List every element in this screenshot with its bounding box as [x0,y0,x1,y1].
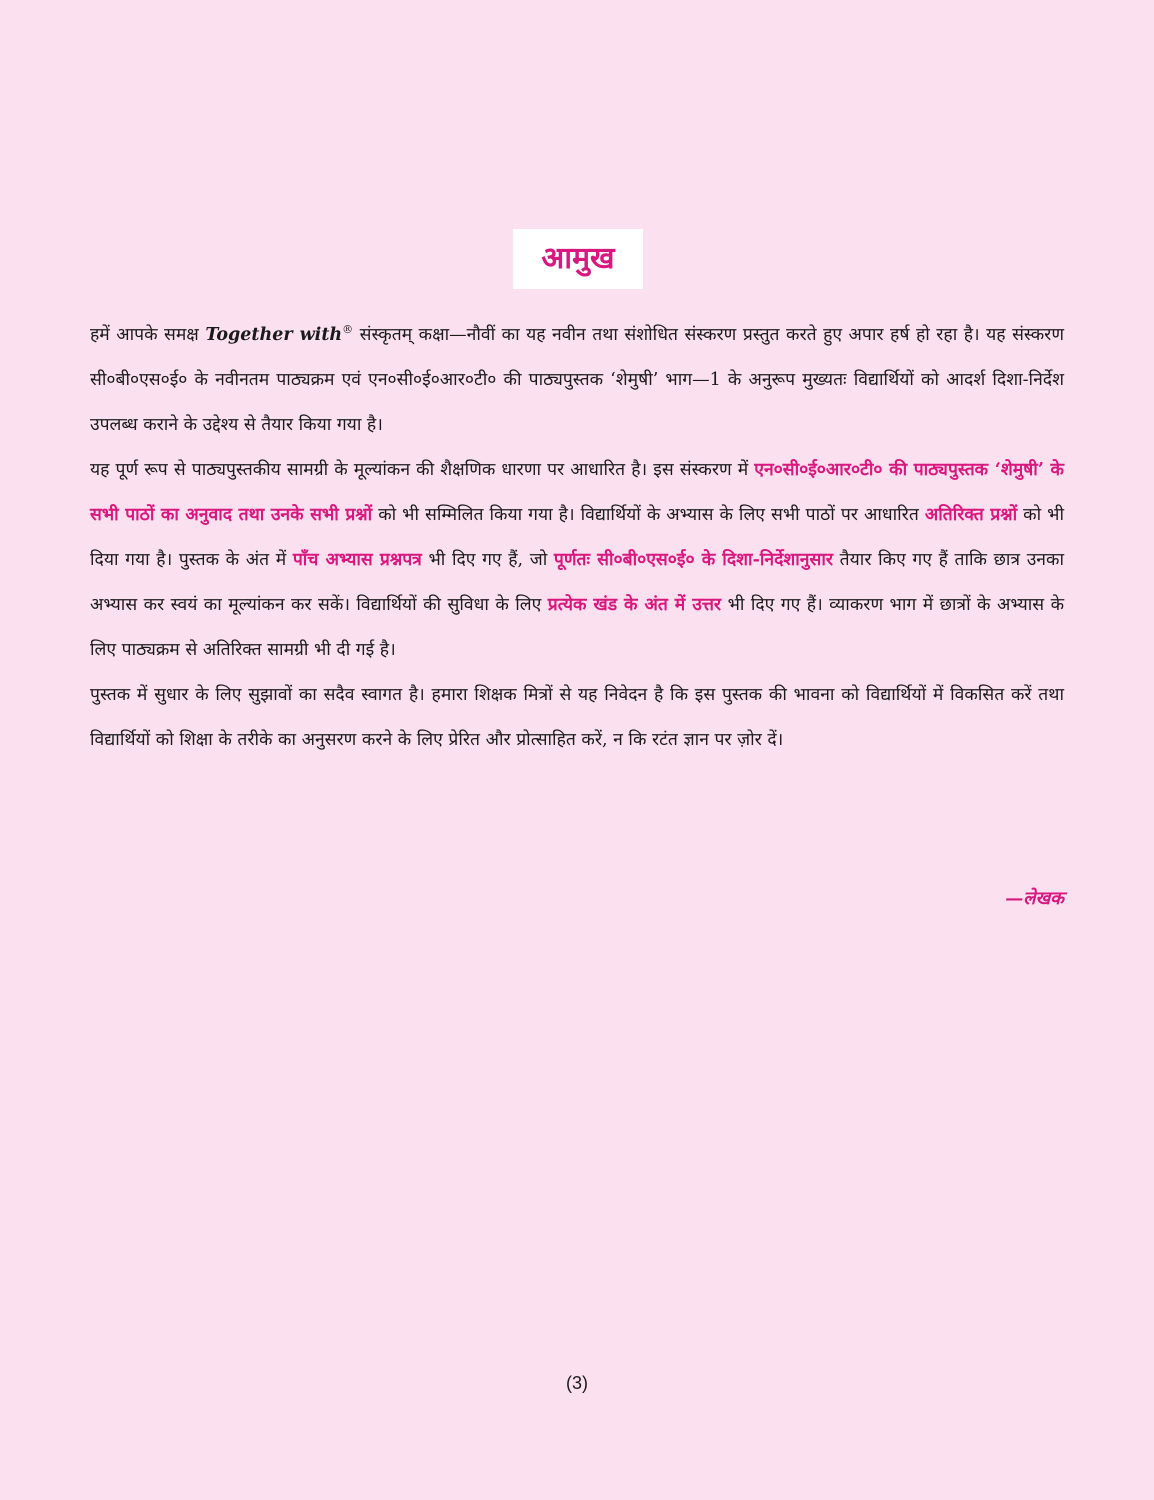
body-text [90,313,1064,763]
highlight-extra-questions: अतिरिक्त प्रश्नों [924,505,1018,525]
paragraph-3: पुस्तक में सुधार के लिए सुझावों का सदैव स्वागत है। हमारा शिक्षक मित्रों से यह निवेदन है कि इस पुस्तक की भावना को विद्यार्थियों में विकसित करें तथा विद्यार्थियों को शिक्षा के तरीके का अनुसरण करने के लिए प्रेरित और प्रोत्साहित करें, न कि रटंत ज्ञान पर ज़ोर दें। [90,685,1064,750]
paragraph-1 [90,313,1064,448]
highlight-cbse-guidelines: पूर्णतः सी०बी०एस०ई० के दिशा-निर्देशानुसार [553,550,834,570]
highlight-answers: प्रत्येक खंड के अंत में उत्तर [547,595,722,615]
paragraph-2-text-3: को भी दिया गया है। पुस्तक के अंत में [90,505,1064,570]
page [90,0,1064,1500]
paragraph-2-text-1: यह पूर्ण रूप से पाठ्यपुस्तकीय सामग्री के मूल्यांकन की शैक्षणिक धारणा पर आधारित है। इस संस्करण में [90,460,755,480]
brand-name: Together with [205,325,343,345]
title-box [513,229,643,289]
paragraph-2-text-6: भी दिए गए हैं। व्याकरण भाग में छात्रों के अभ्यास के लिए पाठ्यक्रम से अतिरिक्त सामग्री भी दी गई है। [90,595,1065,660]
page-title: आमुख [541,241,615,276]
author-signature: —लेखक [1005,888,1064,909]
highlight-practice-papers: पाँच अभ्यास प्रश्नपत्र [292,550,422,570]
paragraph-2-text-4: भी दिए गए हैं, जो [421,550,554,570]
paragraph-1-text-b: संस्कृतम् कक्षा—नौवीं का यह नवीन तथा संशोधित संस्करण प्रस्तुत करते हुए अपार हर्ष हो रहा है। यह संस्करण सी०बी०एस०ई० के नवीनतम पाठ्यक्रम एवं एन०सी०ई०आर०टी० की पाठ्यपुस्तक ‘शेमुषी’ भाग—1 के अनुरूप मुख्यतः विद्यार्थियों को आदर्श दिशा-निर्देश उपलब्ध कराने के उद्देश्य से तैयार किया गया है। [90,325,1064,435]
registered-mark: ® [342,323,354,337]
paragraph-2-text-2: को भी सम्मिलित किया गया है। विद्यार्थियों के अभ्यास के लिए सभी पाठों पर आधारित [372,505,925,525]
paragraph-2 [90,448,1064,673]
highlight-ncert-translation: एन०सी०ई०आर०टी० की पाठ्यपुस्तक ‘शेमुषी’ के सभी पाठों का अनुवाद तथा उनके सभी प्रश्नों [90,460,1064,525]
paragraph-2-text-5: तैयार किए गए हैं ताकि छात्र उनका अभ्यास कर स्वयं का मूल्यांकन कर सकें। विद्यार्थियों की सुविधा के लिए [90,550,1064,615]
paragraph-1-text-a: हमें आपके समक्ष [90,325,206,345]
page-number: (3) [566,1373,588,1393]
